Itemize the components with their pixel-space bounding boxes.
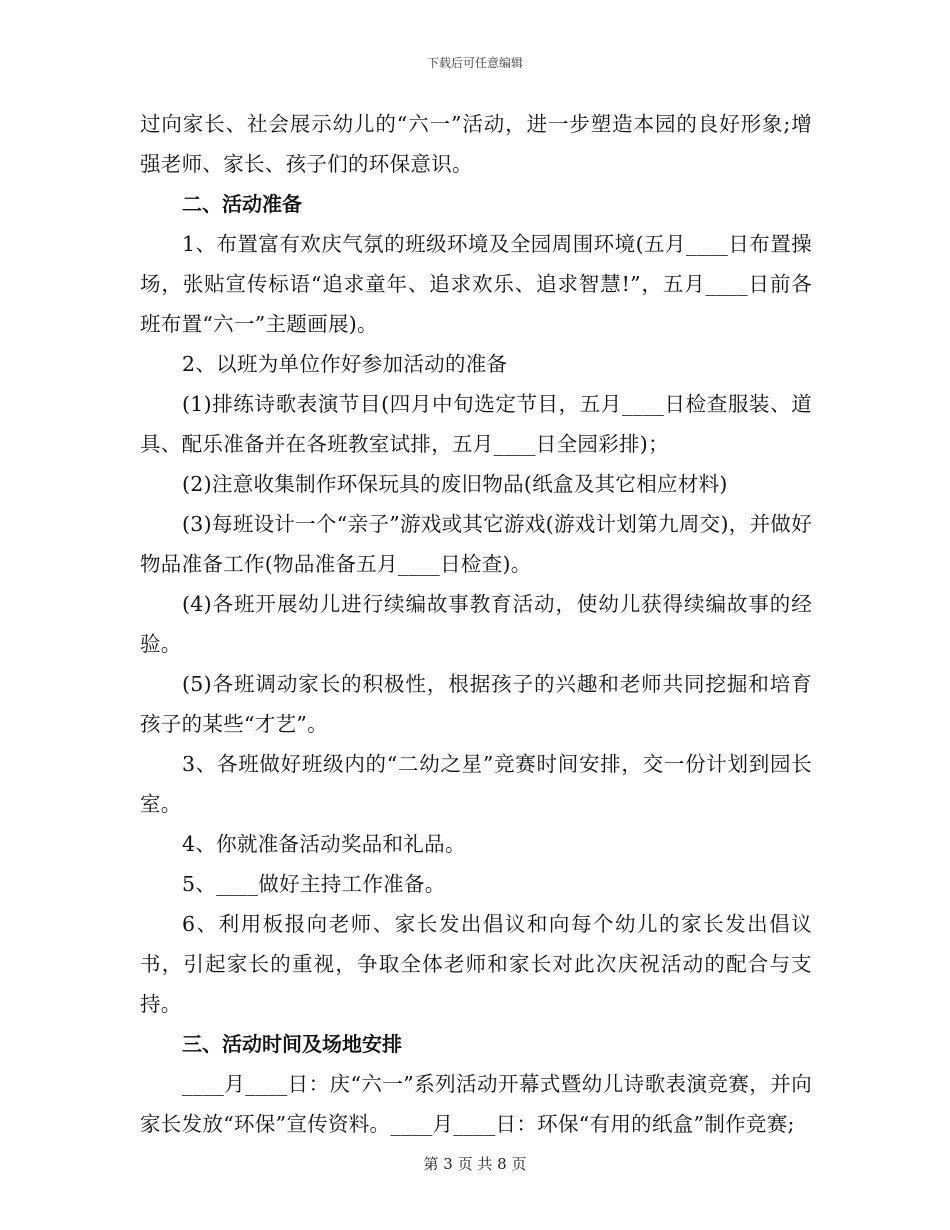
paragraph-subitem-4: (4)各班开展幼儿进行续编故事教育活动，使幼儿获得续编故事的经验。: [140, 592, 812, 656]
paragraph-intro: 过向家长、社会展示幼儿的“六一”活动，进一步塑造本园的良好形象;增强老师、家长、孩子们的环保意识。: [140, 112, 812, 176]
paragraph-item-1: 1、布置富有欢庆气氛的班级环境及全园周围环境(五月____日布置操场，张贴宣传标语“追求童年、追求欢乐、追求智慧!”，五月____日前各班布置“六一”主题画展)。: [140, 232, 812, 336]
paragraph-schedule: ____月____日：庆“六一”系列活动开幕式暨幼儿诗歌表演竞赛，并向家长发放“环保”宣传资料。____月____日：环保“有用的纸盒”制作竞赛;: [140, 1072, 812, 1136]
paragraph-item-2: 2、以班为单位作好参加活动的准备: [182, 352, 508, 376]
paragraph-item-4: 4、你就准备活动奖品和礼品。: [182, 832, 466, 856]
paragraph-subitem-1: (1)排练诗歌表演节目(四月中旬选定节目，五月____日检查服装、道具、配乐准备并在各班教室试排，五月____日全园彩排)；: [140, 392, 812, 456]
paragraph-item-5: 5、____做好主持工作准备。: [182, 872, 446, 896]
paragraph-subitem-5: (5)各班调动家长的积极性，根据孩子的兴趣和老师共同挖掘和培育孩子的某些“才艺”。: [140, 672, 812, 736]
document-body: [140, 104, 812, 1144]
section-heading-schedule: 三、活动时间及场地安排: [182, 1032, 402, 1056]
paragraph-item-6: 6、利用板报向老师、家长发出倡议和向每个幼儿的家长发出倡议书，引起家长的重视，争取全体老师和家长对此次庆祝活动的配合与支持。: [140, 912, 812, 1016]
paragraph-item-3: 3、各班做好班级内的“二幼之星”竞赛时间安排，交一份计划到园长室。: [140, 752, 812, 816]
header-note: 下载后可任意编辑: [426, 56, 523, 70]
page-number: 第 3 页 共 8 页: [423, 1155, 527, 1173]
paragraph-subitem-3: (3)每班设计一个“亲子”游戏或其它游戏(游戏计划第九周交)，并做好物品准备工作(物品准备五月____日检查)。: [140, 512, 812, 576]
section-heading-preparation: 二、活动准备: [182, 192, 302, 216]
paragraph-subitem-2: (2)注意收集制作环保玩具的废旧物品(纸盒及其它相应材料): [182, 472, 728, 496]
